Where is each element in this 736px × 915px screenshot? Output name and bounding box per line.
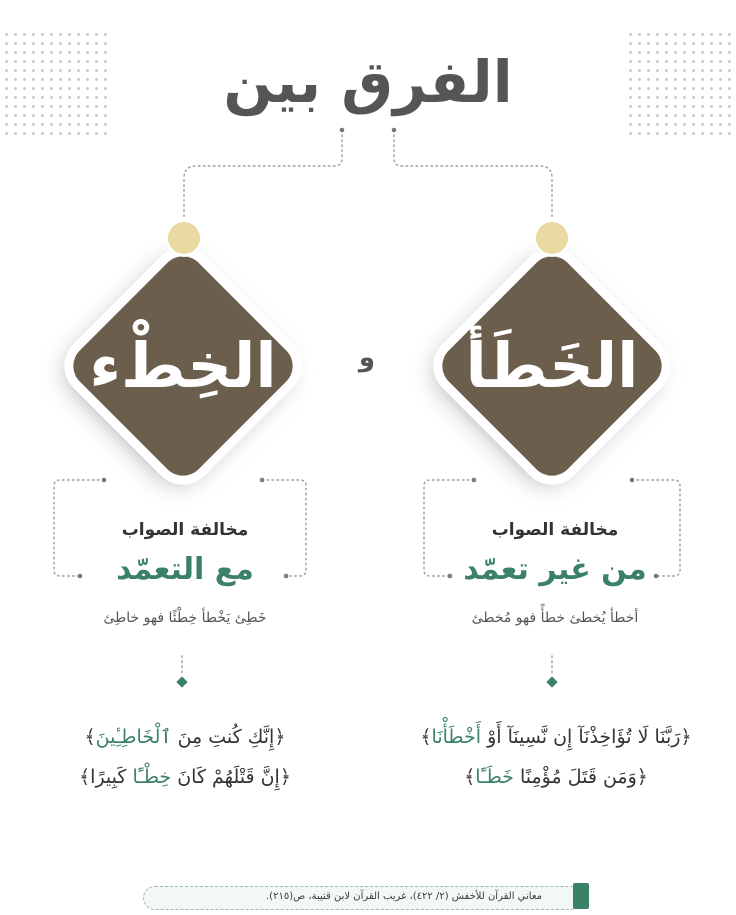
- references-text: معاني القرآن للأخفش (٢/ ٤٢٢)، غريب القرآن لابن قتيبة، ص(٢١٥).: [265, 891, 542, 902]
- left-definition-line2: مع التعمّد: [116, 552, 254, 587]
- left-verse-2-highlight: خِطْـًٔا: [132, 766, 172, 788]
- left-verse-1-pre: ﴿إِنَّكِ كُنتِ مِنَ: [171, 726, 286, 748]
- right-verb-forms: أخطأ يُخطئ خطأً فهو مُخطئ: [471, 610, 639, 626]
- word-left: الخِطْء: [89, 329, 277, 402]
- knob-left: [168, 222, 200, 254]
- left-verse-2-post: كَبِيرًا﴾: [79, 766, 133, 788]
- left-verse-2: [40, 766, 330, 788]
- book-icon: [573, 883, 589, 909]
- left-verse-1-highlight: ٱلْخَاطِـِٔينَ: [95, 726, 172, 748]
- right-verse-2-highlight: خَطَـًٔا: [475, 766, 514, 788]
- right-verse-2: [396, 766, 716, 788]
- left-verse-2-pre: ﴿إِنَّ قَتْلَهُمْ كَانَ: [171, 766, 291, 788]
- right-verse-1: [396, 726, 716, 748]
- page-title: الفرق بين: [223, 48, 513, 116]
- references-bar: [143, 886, 583, 910]
- left-verb-forms: خَطِئ يَخْطأ خِطْئًا فهو خاطِئ: [103, 610, 267, 626]
- right-verse-1-highlight: أَخْطَأْنَا: [431, 726, 482, 748]
- right-definition-line1: مخالفة الصواب: [491, 520, 619, 540]
- right-verse-1-pre: ﴿رَبَّنَا لَا تُؤَاخِذْنَآ إِن نَّسِينَآ أَوْ: [481, 726, 692, 748]
- right-verse-1-post: ﴾: [420, 726, 432, 748]
- left-verse-1-post: ﴾: [84, 726, 96, 748]
- right-verse-2-pre: ﴿وَمَن قَتَلَ مُؤْمِنًا: [513, 766, 648, 788]
- connector-waw: و: [358, 343, 376, 373]
- word-right: الخَطَأ: [465, 329, 639, 402]
- right-verse-2-post: ﴾: [464, 766, 476, 788]
- knob-right: [536, 222, 568, 254]
- left-verse-1: [40, 726, 330, 748]
- left-definition-line1: مخالفة الصواب: [121, 520, 249, 540]
- right-definition-line2: من غير تعمّد: [463, 552, 647, 587]
